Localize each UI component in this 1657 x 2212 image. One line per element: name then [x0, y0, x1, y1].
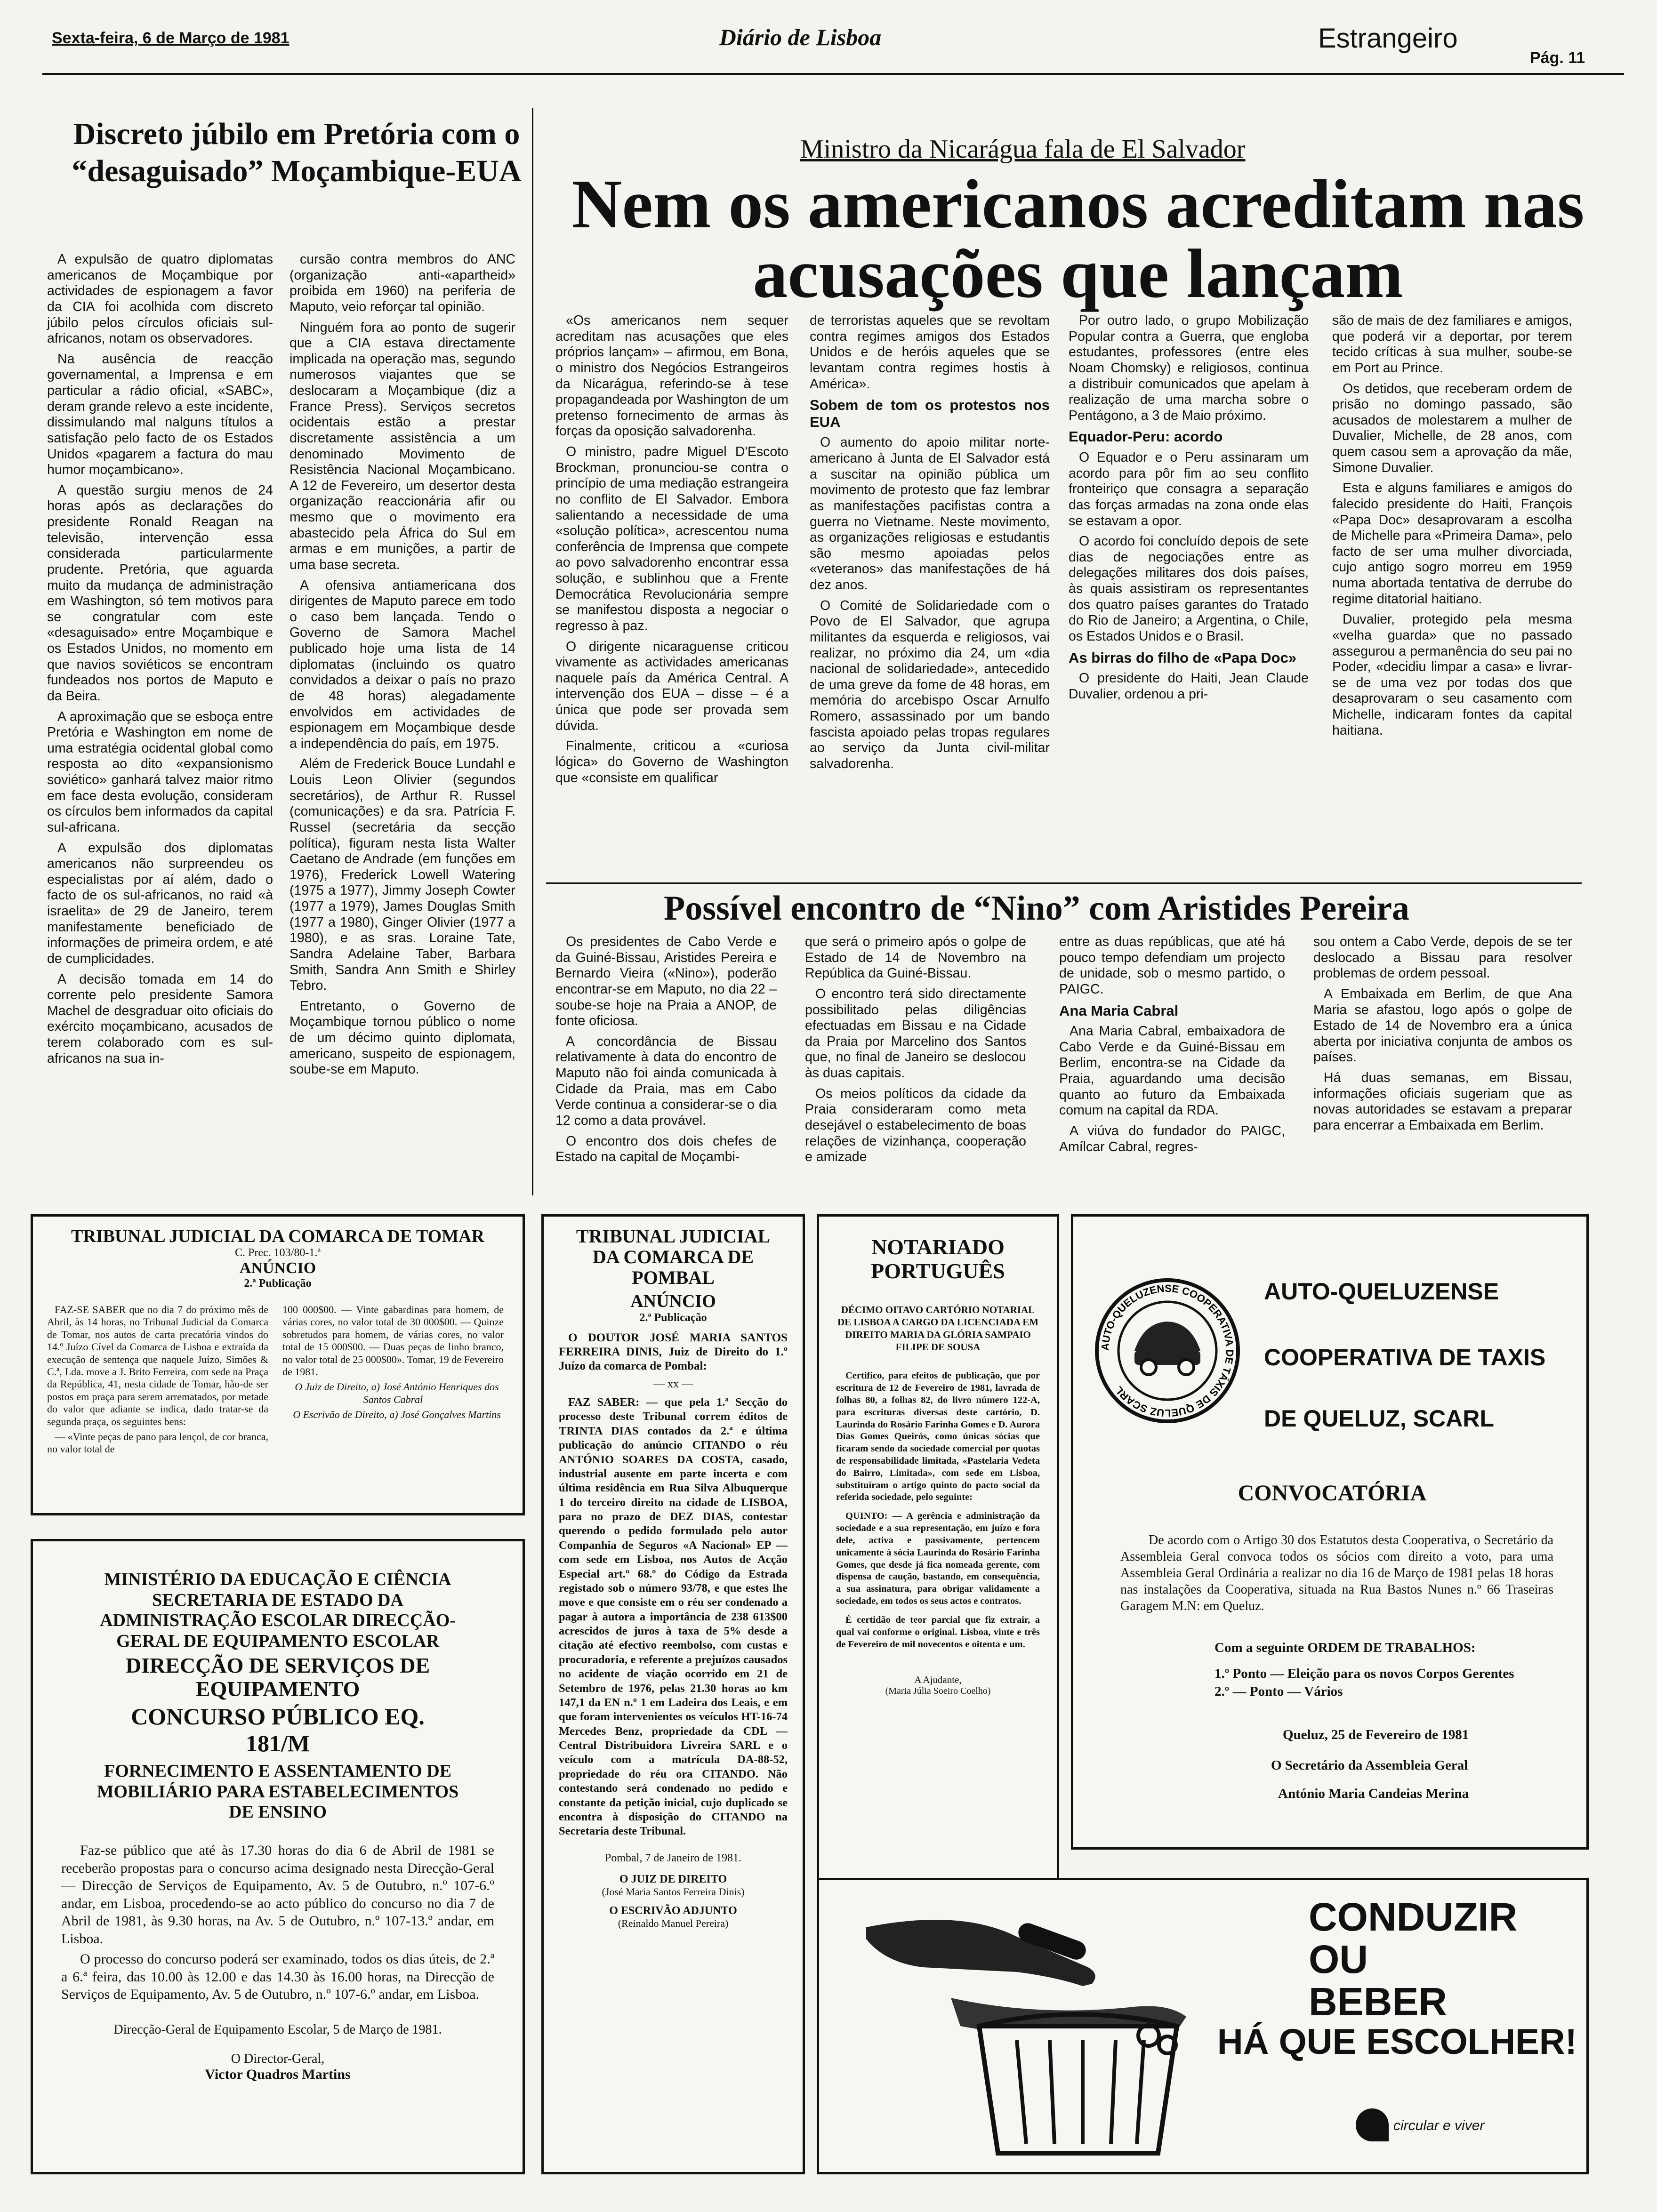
- paragraph: de terroristas aqueles que se revoltam contra regimes amigos dos Estados Unidos e de heróis aqueles que se levantam contra regimes hostis à América».: [810, 313, 1050, 392]
- section-label: Estrangeiro: [1318, 23, 1458, 54]
- kicker-nicaragua: Ministro da Nicarágua fala de El Salvador: [800, 135, 1246, 164]
- subheading: Equador-Peru: acordo: [1069, 428, 1223, 445]
- ad-signature: (Maria Júlia Soeiro Coelho): [885, 1686, 991, 1697]
- paragraph: são de mais de dez familiares e amigos, que poderá vir a deportar, por terem tecido críticas à sua mulher, soube-se em Port au Prince.: [1332, 313, 1572, 376]
- article-pretoria-col1: [47, 252, 273, 1071]
- ad-date: Queluz, 25 de Fevereiro de 1981: [1283, 1727, 1469, 1742]
- paragraph: A decisão tomada em 14 do corrente pelo presidente Samora Machel de desgraduar oito oficiais do exército moçambicano, acusados de terem colaborado com es sul-africanos na sua in-: [47, 971, 273, 1066]
- cooperative-logo: [1090, 1273, 1245, 1428]
- ad-signature: (José Maria Santos Ferreira Dinis): [602, 1885, 745, 1898]
- article-nino-col1: [555, 934, 777, 1170]
- ad-body: 100 000$00. — Vinte gabardinas para homem, de várias cores, no valor total de 30 000$00. — Quinze sobretudos para homem, de várias cores, no valor total de 15 000$00. — Duas peças de linho branco, no valor total de 25 000$00». Tomar, 19 de Fevereiro de 1981.: [282, 1304, 504, 1378]
- ad-signature: O Secretário da Assembleia Geral: [1271, 1758, 1468, 1773]
- article-nicaragua-col1: [555, 313, 788, 791]
- ad-signature: O Director-Geral,: [231, 2051, 325, 2066]
- slogan-line: BEBER: [1309, 1980, 1448, 2024]
- paragraph: Finalmente, criticou a «curiosa lógica» do Governo de Washington que «consiste em qualificar: [555, 738, 788, 785]
- slogan-line: OU: [1309, 1937, 1368, 1981]
- paragraph: O acordo foi concluído depois de sete dias de negociações entre as delegações militares dos dois países, às quais assistiram os representantes dos quatro países garantes do Tratado do Rio de Janeiro; a Argentina, o Chile, os Estados Unidos e o Brasil.: [1069, 534, 1309, 644]
- ad-body: O processo do concurso poderá ser examinado, todos os dias úteis, de 2.ª a 6.ª feira, das 10.00 às 12.00 e das 14.30 às 16.00 horas, na Direcção de Serviços de Equipamento, Av. 5 de Outubro, n.º 107-6.º andar, em Lisboa.: [61, 1951, 494, 2002]
- paragraph: A concordância de Bissau relativamente à data do encontro de Maputo não foi ainda comunicada à Cidade da Praia, mas em Cabo Verde continua a considerar-se o dia 12 como a data provável.: [555, 1034, 777, 1128]
- ad-publication: 2.ª Publicação: [244, 1277, 312, 1290]
- paragraph: Entretanto, o Governo de Moçambique tornou público o nome de um décimo quinto diplomata, americano, suspeito de espionagem, soube-se em Maputo.: [290, 998, 515, 1077]
- ad-ref: C. Prec. 103/80-1.ª: [235, 1247, 321, 1259]
- ad-title: TRIBUNAL JUDICIAL DA COMARCA DE TOMAR: [71, 1226, 484, 1246]
- paragraph: que será o primeiro após o golpe de Estado de 14 de Novembro na República da Guiné-Bissau.: [805, 934, 1026, 981]
- paragraph: Ninguém fora ao ponto de sugerir que a CIA estava directamente implicada na operação mas, segundo numerosos viajantes que se deslocaram a Moçambique (diz a France Press). Serviços secretos ocidentais estão a prestar discretamente assistência a um denominado Movimento de Resistência Nacional Moçambicano. A 12 de Fevereiro, um desertor desta organização reaccionária afir ou mesmo que o movimento era abastecido pela África do Sul em armas e em munições, a partir de uma base secreta.: [290, 320, 515, 572]
- article-nicaragua-col2: [810, 313, 1050, 777]
- ad-kind: ANÚNCIO: [630, 1291, 716, 1311]
- header-bar: [0, 0, 1657, 71]
- paragraph: O aumento do apoio militar norte-americano à Junta de El Salvador está a suscitar na opinião pública um movimento de protesto que faz lembrar as manifestações pacifistas contra a guerra no Vietname. Neste movimento, as organizações religiosas e estudantis são mesmo apoiadas pelos «veteranos» das manifestações de há dez anos.: [810, 435, 1050, 593]
- paragraph: Os meios políticos da cidade da Praia consideraram como meta desejável o estabelecimento de boas relações de vizinhança, cooperação e amizade: [805, 1086, 1026, 1165]
- headline-nino: Possível encontro de “Nino” com Aristides Pereira: [664, 889, 1409, 928]
- article-nino-col3: [1059, 934, 1285, 1160]
- ad-signature: Victor Quadros Martins: [205, 2066, 351, 2082]
- ad-subtitle: DIRECÇÃO DE SERVIÇOS DE EQUIPAMENTO: [125, 1653, 430, 1701]
- article-nicaragua-col3: [1069, 313, 1309, 707]
- ad-cooperativa-queluz: [1071, 1214, 1589, 1850]
- ad-tribunal-tomar: [31, 1214, 525, 1515]
- ad-body: Certifico, para efeitos de publicação, que por escritura de 12 de Fevereiro de 1981, lavrada de folhas 80, a folhas 82, do livro número 122-A, para escrituras diversas deste cartório, D. Laurinda do Rosário Farinha Gomes e D. Aurora Dias Gomes Queirós, como únicas sócias que ficaram sendo da sociedade comercial por quotas de responsabilidade limitada, «Pastelaria Vedeta do Bairro, Limitada», com sede em Lisboa, substituíram o artigo quinto do pacto social da referida sociedade, pelo seguinte:: [836, 1370, 1040, 1503]
- ad-kind: ANÚNCIO: [239, 1259, 316, 1277]
- brand-icon: [1356, 2108, 1389, 2141]
- coop-name: AUTO-QUELUZENSE: [1264, 1278, 1499, 1305]
- subheading: Ana Maria Cabral: [1059, 1002, 1179, 1019]
- paragraph: A ofensiva antiamericana dos dirigentes de Maputo parece em todo o caso bem lançada. Tendo o Governo de Samora Machel publicado hoje uma lista de 14 diplomatas (incluindo os quatro convidados a deixar o país no prazo de 48 horas) alegadamente envolvidos em actividades de espionagem em Moçambique desde a independência do país, em 1975.: [290, 577, 515, 751]
- ad-col1: [47, 1304, 268, 1459]
- paragraph: A aproximação que se esboça entre Pretória e Washington em nome de uma estratégia ocidental global como resposta ao dito «expansionismo soviético» ganhará talvez maior ritmo em face desta evolução, consideram os círculos bem informados da capital sul-africana.: [47, 709, 273, 835]
- coop-name: COOPERATIVA DE TAXIS: [1264, 1344, 1546, 1370]
- ad-body: FAZ-SE SABER que no dia 7 do próximo mês de Abril, às 14 horas, no Tribunal Judicial da Comarca de Tomar, nos autos de carta precatória vindos do 14.º Juízo Cível da Comarca de Lisboa e extraída da execução de sentença que naquele Juízo, Simões & C.ª, Lda. move a J. Brito Ferreira, com sede na Praça da República, 41, nesta cidade de Tomar, hão-de ser postos em praça para serem arrematados, por metade do valor que adiante se indica, dado tratar-se da segunda praça, os seguintes bens:: [47, 1304, 268, 1427]
- ad-date: Pombal, 7 de Janeiro de 1981.: [605, 1851, 741, 1864]
- article-pretoria-col2: [290, 252, 515, 1082]
- paragraph: Duvalier, protegido pela mesma «velha guarda» que no passado assegurou a permanência do seu pai no Poder, «decidiu limpar a casa» e livrar-se de uma vez por todas dos que desaprovaram o seu casamento com Michelle, indicaram fontes da capital haitiana.: [1332, 612, 1572, 738]
- paragraph: Ana Maria Cabral, embaixadora de Cabo Verde e da Guiné-Bissau em Berlim, encontra-se na Cidade da Praia, aguardando uma decisão quanto ao futuro da Embaixada comum na capital da RDA.: [1059, 1024, 1285, 1118]
- paragraph: A viúva do fundador do PAIGC, Amílcar Cabral, regres-: [1059, 1123, 1285, 1154]
- ad-object: FORNECIMENTO E ASSENTAMENTO DE MOBILIÁRIO PARA ESTABELECIMENTOS DE ENSINO: [97, 1761, 459, 1822]
- paragraph: O Comité de Solidariedade com o Povo de El Salvador, que agrupa militantes da esquerda e religiosos, vai realizar, no próximo dia 24, um «dia nacional de solidariedade», antecedido de uma greve da fome de 48 horas, em memória do arcebispo Oscar Arnulfo Romero, assassinado por um bando fascista apoiado pelas tropas regulares ao serviço da Junta civil-militar salvadorenha.: [810, 598, 1050, 771]
- ad-signature: (Reinaldo Manuel Pereira): [618, 1917, 729, 1929]
- paragraph: O Equador e o Peru assinaram um acordo para pôr fim ao seu conflito fronteiriço que consagra a separação das forças armadas na zona onde elas se estavam a opor.: [1069, 450, 1309, 529]
- brand-label: circular e viver: [1393, 2118, 1485, 2133]
- ad-title: CONVOCATÓRIA: [1238, 1481, 1427, 1506]
- paragraph: O encontro dos dois chefes de Estado na capital de Moçambi-: [555, 1133, 777, 1165]
- ad-body: Faz-se público que até às 17.30 horas do dia 6 de Abril de 1981 se receberão propostas para o concurso acima designado nesta Direcção-Geral — Direcção de Serviços de Equipamento, Av. 5 de Outubro, n.º 107-6.º andar, em Lisboa, procedendo-se ao acto público do concurso no dia 7 de Abril de 1981, às 9.30 horas, na Av. 5 de Outubro, n.º 107-13.º andar, em Lisboa.: [61, 1843, 494, 1947]
- ad-title: MINISTÉRIO DA EDUCAÇÃO E CIÊNCIA SECRETARIA DE ESTADO DA ADMINISTRAÇÃO ESCOLAR DIRECÇÃO-GERAL DE EQUIPAMENTO ESCOLAR: [100, 1570, 456, 1651]
- header-rule: [42, 73, 1624, 75]
- ad-body: É certidão de teor parcial que fiz extrair, a qual vai conforme o original. Lisboa, vinte e três de Fevereiro de mil novecentos e oitenta e um.: [836, 1614, 1040, 1650]
- paragraph: Os presidentes de Cabo Verde e da Guiné-Bissau, Aristides Pereira e Bernardo Vieira («Nino»), poderão encontrar-se em Maputo, no dia 22 – soube-se hoje na Praia a ANOP, de fonte oficiosa.: [555, 934, 777, 1029]
- section-rule: [546, 882, 1582, 884]
- logo-text: AUTO-QUELUZENSE COOPERATIVA DE TÁXIS DE QUELUZ SCARL: [1099, 1282, 1236, 1419]
- ad-drink-drive: [817, 1878, 1589, 2174]
- paragraph: Esta e alguns familiares e amigos do falecido presidente do Haiti, François «Papa Doc» desaprovaram a escolha de Michelle para «Primeira Dama», pelo facto de ser uma mulher divorciada, cujo antigo sogro morreu em 1959 numa abortada tentativa de derrube do regime ditatorial haitiano.: [1332, 481, 1572, 607]
- paragraph: Os detidos, que receberam ordem de prisão no domingo passado, são acusados de molestarem a mulher de Duvalier, Michelle, de 28 anos, com quem casou sem a aprovação da mãe, Simone Duvalier.: [1332, 381, 1572, 475]
- paragraph: O dirigente nicaraguense criticou vivamente as actividades americanas naquele país da América Central. A intervenção dos EUA – disse – é a única que pode ser provada sem dúvida.: [555, 639, 788, 733]
- ad-concurso: CONCURSO PÚBLICO EQ. 181/M: [131, 1703, 425, 1757]
- ad-signature: O Escrivão de Direito, a) José Gonçalves Martins: [293, 1409, 501, 1421]
- ad-order-item: 2.º — Ponto — Vários: [1215, 1684, 1343, 1699]
- ad-notariado: [817, 1214, 1059, 1991]
- ad-signature: O Juiz de Direito, a) José António Henriques dos Santos Cabral: [295, 1381, 499, 1405]
- paragraph: O encontro terá sido directamente possibilitado pelas diligências efectuadas em Bissau e na Cidade da Praia por Marcelino dos Santos que, no final de Janeiro se deslocou às duas capitais.: [805, 986, 1026, 1081]
- paragraph: sou ontem a Cabo Verde, depois de se ter deslocado a Bissau para resolver problemas de ordem pessoal.: [1313, 934, 1572, 981]
- paragraph: A Embaixada em Berlim, de que Ana Maria se afastou, logo após o golpe de Estado de 14 de Novembro era a única aberta por iniciativa conjunta de ambos os países.: [1313, 986, 1572, 1065]
- ad-tribunal-pombal: [541, 1214, 805, 2174]
- paragraph: Por outro lado, o grupo Mobilização Popular contra a Guerra, que engloba estudantes, professores (entre eles Noam Chomsky) e religiosos, continua a distribuir comunicados que apelam à realização de uma marcha sobre o Pentágono, a 3 de Maio próximo.: [1069, 313, 1309, 423]
- ad-ministerio-educacao: [31, 1539, 525, 2174]
- ad-separator: — xx —: [653, 1378, 693, 1390]
- paragraph: «Os americanos nem sequer acreditam nas acusações que eles próprios lançam» – afirmou, em Bona, o ministro dos Negócios Estrangeiros da Nicarágua, referindo-se à tese propagandeada por Washington de um pretenso fornecimento de armas às forças da oposição salvadorenha.: [555, 313, 788, 439]
- article-nicaragua-col4: [1332, 313, 1572, 743]
- ad-signature: O JUIZ DE DIREITO: [619, 1873, 727, 1885]
- header-date: Sexta-feira, 6 de Março de 1981: [52, 29, 290, 47]
- ad-publication: 2.ª Publicação: [639, 1312, 707, 1324]
- page-number: Pág. 11: [1530, 49, 1585, 67]
- ad-order-title: Com a seguinte ORDEM DE TRABALHOS:: [1215, 1640, 1476, 1655]
- ad-body: — «Vinte peças de pano para lençol, de cor branca, no valor total de: [47, 1430, 268, 1455]
- ad-date: Direcção-Geral de Equipamento Escolar, 5 de Março de 1981.: [113, 2022, 442, 2037]
- paragraph: entre as duas repúblicas, que até há pouco tempo defendiam um projecto de unidade, sob o mesmo partido, o PAIGC.: [1059, 934, 1285, 997]
- article-nino-col4: [1313, 934, 1572, 1138]
- paragraph: Na ausência de reacção governamental, a Imprensa e em particular a rádio oficial, «SABC», deram grande relevo a este incidente, dissimulando mal nalguns títulos a satisfação pelo facto de os Estados Unidos «pagarem a factura do mau humor moçambicano».: [47, 351, 273, 478]
- column-divider: [532, 108, 533, 1195]
- slogan-line: HÁ QUE ESCOLHER!: [1217, 2022, 1577, 2062]
- ad-title: TRIBUNAL JUDICIAL DA COMARCA DE POMBAL: [576, 1226, 771, 1288]
- ad-signature: O ESCRIVÃO ADJUNTO: [609, 1904, 737, 1917]
- subheading: As birras do filho de «Papa Doc»: [1069, 649, 1297, 666]
- paragraph: O ministro, padre Miguel D'Escoto Brockman, pronunciou-se contra o princípio de uma mediação estrangeira no conflito de El Salvador. Embora salientando a necessidade de uma «solução política», acrescentou numa conferência de Imprensa que compete ao povo salvadorenho encontrar essa solução, e sublinhou que a Frente Democrática Revolucionária sempre se manifestou disposta a negociar o regresso à paz.: [555, 444, 788, 633]
- paragraph: cursão contra membros do ANC (organização anti-«apartheid» proibida em 1960) na periferia de Maputo, veio reforçar tal opinião.: [290, 252, 515, 314]
- ad-signature: A Ajudante,: [914, 1674, 962, 1686]
- paragraph: A questão surgiu menos de 24 horas após as declarações do presidente Ronald Reagan na televisão, intervenção essa considerada particularmente prudente. Pretória, que aguarda muito da mudança de administração em Washington, só tem motivos para se congratular com este «desaguisado» entre Moçambique e os Estados Unidos, no momento em que navios soviéticos se encontram fundeados nos portos de Maputo e da Beira.: [47, 482, 273, 704]
- subheading: Sobem de tom os protestos nos EUA: [810, 397, 1050, 430]
- paragraph: Além de Frederick Bouce Lundahl e Louis Leon Olivier (segundos secretários), de Arthur R. Russel (comunicações) e da sra. Patrícia F. Russel (secretária da secção política), figuram nesta lista Walter Caetano de Andrade (em funções em 1976), Frederick Lowell Watering (1975 a 1977), Jimmy Joseph Cowter (1977 a 1979), James Douglas Smith (1977 a 1980), Ginger Olivier (1977 a 1980), e as sras. Loraine Tate, Sandra Adelaine Taber, Barbara Smith, Sandra Ann Smith e Shirley Tebro.: [290, 756, 515, 994]
- paragraph: A expulsão dos diplomatas americanos não surpreendeu os especialistas por aí além, dado o facto de os sul-africanos, no raid «à israelita» de 29 de Janeiro, terem manifestamente beneficiado de informações de primeira ordem, e até de cumplicidades.: [47, 840, 273, 966]
- ad-body: De acordo com o Artigo 30 dos Estatutos desta Cooperativa, o Secretário da Assembleia Geral convoca todos os sócios com direito a voto, para uma Assembleia Geral Ordinária a realizar no dia 16 de Março de 1981 pelas 18 horas nas instalações da Cooperativa, situada na Rua Bastos Nunes n.º 66 Traseiras Garagem M.N: em Queluz.: [1120, 1533, 1553, 1613]
- slogan-line: CONDUZIR: [1309, 1895, 1518, 1939]
- ad-office: DÉCIMO OITAVO CARTÓRIO NOTARIAL DE LISBOA A CARGO DA LICENCIADA EM DIREITO MARIA DA GLÓRIA SAMPAIO FILIPE DE SOUSA: [837, 1304, 1039, 1353]
- ad-intro: O DOUTOR JOSÉ MARIA SANTOS FERREIRA DINIS, Juiz de Direito do 1.º Juízo da comarca de Pombal:: [559, 1331, 788, 1372]
- paragraph: A expulsão de quatro diplomatas americanos de Moçambique por actividades de espionagem a favor da CIA foi acolhida com discreto júbilo pelos círculos oficiais sul-africanos, notam os observadores.: [47, 252, 273, 346]
- ad-signature: António Maria Candeias Merina: [1278, 1786, 1469, 1801]
- ad-col2: [282, 1304, 504, 1424]
- paragraph: O presidente do Haiti, Jean Claude Duvalier, ordenou a pri-: [1069, 671, 1309, 702]
- article-nino-col2: [805, 934, 1026, 1170]
- ad-order-item: 1.º Ponto — Eleição para os novos Corpos Gerentes: [1215, 1666, 1514, 1681]
- coop-name: DE QUELUZ, SCARL: [1264, 1405, 1494, 1432]
- paragraph: Há duas semanas, em Bissau, informações oficiais sugeriam que as novas autoridades se estavam a preparar para encerrar a Embaixada em Berlim.: [1313, 1070, 1572, 1133]
- ad-body: FAZ SABER: — que pela 1.ª Secção do processo deste Tribunal correm éditos de TRINTA DIAS contados da 2.ª e última publicação do anúncio CITANDO o réu ANTÓNIO SOARES DA COSTA, casado, industrial ausente em parte incerta e com última residência em Rua Silva Albuquerque 1 do terceiro direito na cidade de LISBOA, para no prazo de DEZ DIAS, contestar querendo o pedido formulado pelo autor Companhia de Seguros «A Nacional» EP — com sede em Lisboa, nos Autos de Acção Especial art.º 68.º do Código da Estrada registado sob o número 93/78, e que estes lhe move e que consiste em o réu ser condenado a pagar à autora a importância de 238 613$00 acrescidos de juros à taxa de 5% desde a citação até efectivo reembolso, com custas e procuradoria, e referente a prejuízos causados no acidente de viação ocorrido em 21 de Setembro de 1976, pelas 21.30 horas ao km 147,1 da EN n.º 1 em Ladeira dos Leais, e em que foram intervenientes os veículos HT-16-74 Mercedes Benz, propriedade da CDL — Central Distribuidora Livreira SARL e o veículo com a matrícula DA-88-52, propriedade do réu ora CITANDO. Não contestando será condenado no pedido e constante da petição inicial, cujo duplicado se encontra à disposição do CITANDO na Secretaria deste Tribunal.: [559, 1396, 788, 1838]
- ad-title: NOTARIADO PORTUGUÊS: [871, 1235, 1005, 1283]
- ad-body: QUINTO: — A gerência e administração da sociedade e a sua representação, em juízo e fora dele, activa e passivamente, pertencem unicamente à sócia Laurinda do Rosário Farinha Gomes, que desde já fica nomeada gerente, com dispensa de caução, bastando, em consequência, a sua assinatura, para obrigar validamente a sociedade, em todos os seus actos e contratos.: [836, 1511, 1040, 1607]
- headline-pretoria: Discreto júbilo em Pretória com o “desaguisado” Moçambique-EUA: [72, 117, 522, 189]
- headline-nicaragua: Nem os americanos acreditam nas acusações que lançam: [571, 166, 1585, 313]
- masthead: Diário de Lisboa: [719, 24, 882, 50]
